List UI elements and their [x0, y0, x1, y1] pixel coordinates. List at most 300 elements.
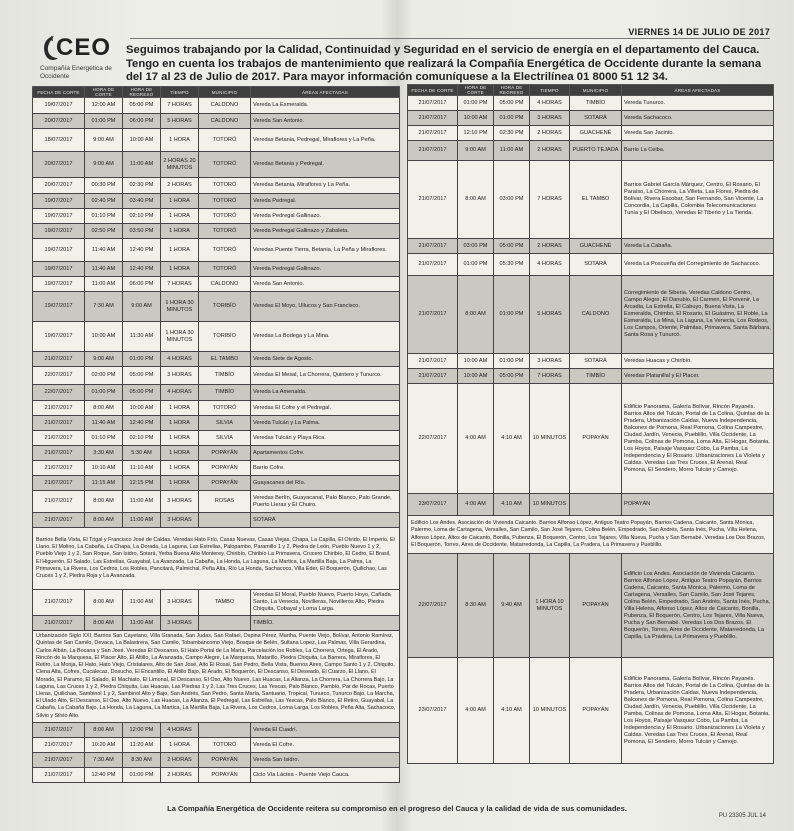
affected-areas: Barrio La Ceiba. — [622, 141, 774, 161]
cut-duration: 7 HORAS — [530, 161, 570, 239]
cut-start: 9:00 AM — [85, 352, 123, 367]
affected-areas: Vereda Pedregal Gallinazo. — [251, 209, 400, 224]
cut-duration: 1 HORA — [161, 262, 199, 277]
dateline-rule — [130, 38, 770, 39]
cut-date: 21/07/2017 — [33, 416, 85, 431]
cut-duration: 4 HORAS — [530, 254, 570, 276]
dateline: VIERNES 14 DE JULIO DE 2017 — [628, 27, 770, 37]
cut-end: 11:30 AM — [123, 322, 161, 352]
cut-end: 05:00 PM — [494, 239, 530, 254]
municipality: POPAYÁN — [199, 446, 251, 461]
municipality: SOTARÁ — [570, 111, 622, 126]
municipality: TOTORÓ — [199, 262, 251, 277]
municipality: SILVIA — [199, 416, 251, 431]
column-header: HORA DE REGRESO — [123, 87, 161, 98]
cut-end: 11:00 AM — [123, 491, 161, 513]
affected-areas: Vereda San Antonio. — [251, 114, 400, 129]
municipality: CALDONO — [199, 98, 251, 114]
cut-date: 21/07/2017 — [33, 446, 85, 461]
cut-end: 9:40 AM — [494, 554, 530, 658]
cut-duration: 5 HORAS — [161, 114, 199, 129]
cut-start: 02:40 PM — [85, 194, 123, 209]
column-header: MUNICIPIO — [199, 87, 251, 98]
municipality: EL TAMBO — [570, 161, 622, 239]
table-row — [408, 658, 774, 764]
cut-start: 8:00 AM — [85, 513, 123, 528]
cut-date: 19/07/2017 — [33, 277, 85, 292]
cut-end: 02:10 PM — [123, 209, 161, 224]
left-column — [32, 86, 400, 783]
cut-start: 03:00 PM — [458, 239, 494, 254]
cut-date: 21/07/2017 — [33, 616, 85, 631]
cut-end: 12:40 PM — [123, 262, 161, 277]
cut-duration: 2 HORAS — [161, 753, 199, 768]
cut-start: 3:30 AM — [85, 446, 123, 461]
cut-duration: 3 HORAS — [530, 111, 570, 126]
table-row — [33, 98, 400, 114]
municipality: POPAYÁN — [570, 658, 622, 764]
municipality: TOTORÓ — [199, 194, 251, 209]
municipality: PUERTO TEJADA — [570, 141, 622, 161]
municipality: EL TAMBO — [199, 352, 251, 367]
cut-date: 18/07/2017 — [33, 129, 85, 152]
left-table-body — [33, 98, 400, 783]
cut-start: 02:00 PM — [85, 367, 123, 385]
cut-end: 05:30 PM — [494, 254, 530, 276]
footer-text: La Compañía Energética de Occidente reitera su compromiso en el progreso del Cauca y la calidad de vida de sus comunidades. — [167, 804, 627, 813]
cut-start: 8:00 AM — [85, 401, 123, 416]
cut-end: 12:40 PM — [123, 239, 161, 262]
cut-start: 10:00 AM — [458, 369, 494, 384]
table-row — [33, 194, 400, 209]
table-row — [408, 516, 774, 554]
municipality: TOTORÓ — [199, 224, 251, 239]
cut-duration: 5 HORAS — [530, 276, 570, 354]
affected-areas: Corregimiento de Siberia. Veredas Caldono Centro, Campo Alegre, El Danubio, El Carmen, El Porvenir, La Arcadia, La Estrella, El Cabuyo, Buena Vista, La Esmeralda, Chimbo, El Rosario, El Guásimo, El Roble, La Esmeralda, La Mina, La Laguna, La Venecia, Los Rodeos, Los Campos, Oriente, Palmitas, Primavera, Santa Bárbara, Santa Rosa y Tunurcó. — [622, 276, 774, 354]
cut-duration: 1 HORA — [161, 194, 199, 209]
cut-date: 23/07/2017 — [408, 494, 458, 516]
table-row — [33, 753, 400, 768]
ceo-logo — [38, 32, 118, 84]
cut-date: 21/07/2017 — [408, 354, 458, 369]
affected-areas: Veredas Berlín, Guayacanal, Palo Blanco, Palo Grande, Puerto Lleras y El Chuiro. — [251, 491, 400, 513]
affected-areas: Vereda Tulcán y La Palma. — [251, 416, 400, 431]
affected-areas: Veredas El Moral, Pueblo Nuevo, Puerto Hoyo, Cañada Santo, La Venecia, Novilleras, Novilleros Alto, Piedra Chiquita, Cobayal y Loma Larga. — [251, 590, 400, 616]
cut-start: 9:00 AM — [85, 152, 123, 178]
cut-duration: 1 HORA — [161, 461, 199, 476]
municipality: TOTORÓ — [199, 401, 251, 416]
affected-areas: Vereda El Cofre. — [251, 738, 400, 753]
cut-duration: 2 HORAS — [530, 239, 570, 254]
cut-duration: 3 HORAS — [161, 616, 199, 631]
column-header: TIEMPO — [530, 85, 570, 96]
municipality: SOTARÁ — [570, 254, 622, 276]
right-table-body — [408, 96, 774, 764]
cut-end: 02:10 PM — [123, 431, 161, 446]
column-header: ÁREAS AFECTADAS — [251, 87, 400, 98]
cut-duration: 3 HORAS — [161, 367, 199, 385]
municipality: CALDONO — [199, 114, 251, 129]
cut-duration: 4 HORAS — [161, 385, 199, 401]
table-row — [33, 152, 400, 178]
cut-date: 22/07/2017 — [33, 367, 85, 385]
cut-start: 9:00 AM — [458, 141, 494, 161]
cut-end: 12:40 PM — [123, 416, 161, 431]
table-row — [33, 768, 400, 783]
affected-areas: Guayacanes del Río. — [251, 476, 400, 491]
cut-end: 4:10 AM — [494, 658, 530, 764]
cut-duration: 4 HORAS — [530, 96, 570, 111]
municipality: TOTORÓ — [199, 129, 251, 152]
table-row — [33, 461, 400, 476]
cut-start: 12:10 PM — [458, 126, 494, 141]
cut-start: 8:00 AM — [85, 616, 123, 631]
table-row — [408, 276, 774, 354]
cut-start: 8:30 AM — [458, 554, 494, 658]
column-header: MUNICIPIO — [570, 85, 622, 96]
cut-start: 4:00 AM — [458, 494, 494, 516]
affected-areas: Veredas El Moyo, Ullucos y San Francisco. — [251, 292, 400, 322]
cut-end: 01:00 PM — [494, 111, 530, 126]
affected-areas: Vereda San Jacinto. — [622, 126, 774, 141]
table-row — [33, 209, 400, 224]
cut-duration: 1 HORA 30 MINUTOS — [161, 292, 199, 322]
cut-start: 12:40 PM — [85, 768, 123, 783]
cut-date: 21/07/2017 — [33, 352, 85, 367]
table-header — [33, 87, 400, 98]
affected-areas: Vereda El Cuadrí. — [251, 723, 400, 738]
municipality: GUACHENÉ — [570, 239, 622, 254]
table-row — [33, 385, 400, 401]
municipality: TAMBO — [199, 590, 251, 616]
municipality: CALDONO — [570, 276, 622, 354]
cut-date: 21/07/2017 — [33, 491, 85, 513]
cut-date: 19/07/2017 — [33, 239, 85, 262]
cut-end: 03:40 PM — [123, 194, 161, 209]
table-row — [33, 277, 400, 292]
cut-duration: 10 MINUTOS — [530, 658, 570, 764]
table-row — [33, 513, 400, 528]
affected-areas: Veredas El Mesal, La Chorrera, Quintero y Tunurco. — [251, 367, 400, 385]
cut-end: 11:10 AM — [123, 461, 161, 476]
table-row — [408, 239, 774, 254]
cut-start: 01:00 PM — [458, 96, 494, 111]
cut-duration: 2 HORAS — [161, 178, 199, 194]
column-header: HORA DE REGRESO — [494, 85, 530, 96]
affected-areas: SOTARÁ — [251, 513, 400, 528]
municipality: POPAYÁN — [199, 753, 251, 768]
cut-end: 02:30 PM — [494, 126, 530, 141]
cut-start: 01:00 PM — [458, 254, 494, 276]
cut-start: 7:30 AM — [85, 292, 123, 322]
column-header: TIEMPO — [161, 87, 199, 98]
cut-end: 01:00 PM — [494, 354, 530, 369]
cut-duration: 7 HORAS — [161, 98, 199, 114]
municipality: ROSAS — [199, 491, 251, 513]
table-row — [33, 476, 400, 491]
municipality: POPAYÁN — [199, 768, 251, 783]
cut-date: 21/07/2017 — [33, 513, 85, 528]
municipality: POPAYÁN — [570, 384, 622, 494]
affected-areas: Veredas Huacas y Chiribío. — [622, 354, 774, 369]
table-row — [33, 367, 400, 385]
cut-end: 06:00 PM — [123, 277, 161, 292]
affected-areas: Ciclo Vía Láctea - Puente Viejo Cauca. — [251, 768, 400, 783]
cut-end: 12:00 PM — [123, 723, 161, 738]
left-table — [32, 86, 400, 783]
municipality: POPAYÁN — [199, 476, 251, 491]
affected-areas: Veredas Betania, Pedregal, Miraflores y La Peña. — [251, 129, 400, 152]
affected-areas: Veredas La Bodega y La Mina. — [251, 322, 400, 352]
affected-areas: Vereda San Isidro. — [251, 753, 400, 768]
cut-duration: 3 HORAS — [161, 491, 199, 513]
cut-duration: 4 HORAS — [161, 723, 199, 738]
table-row — [33, 322, 400, 352]
municipality: GUACHENÉ — [570, 126, 622, 141]
cut-start: 4:00 AM — [458, 384, 494, 494]
cut-start: 11:40 AM — [85, 262, 123, 277]
column-header: FECHA DE CORTE — [33, 87, 85, 98]
table-row — [33, 262, 400, 277]
cut-duration: 1 HORA 10 MINUTOS — [530, 554, 570, 658]
affected-areas: POPAYÁN — [622, 494, 774, 516]
cut-start: 11:15 AM — [85, 476, 123, 491]
cut-date: 21/07/2017 — [33, 738, 85, 753]
cut-duration: 4 HORAS — [161, 352, 199, 367]
table-row — [408, 554, 774, 658]
municipality: SOTARÁ — [570, 354, 622, 369]
cut-start: 12:00 AM — [85, 98, 123, 114]
cut-end: 11:00 AM — [494, 141, 530, 161]
right-column — [407, 84, 774, 764]
table-row — [33, 590, 400, 616]
cut-start: 10:00 AM — [458, 354, 494, 369]
cut-end: 01:00 PM — [123, 768, 161, 783]
affected-areas: Vereda San Antonio. — [251, 277, 400, 292]
cut-end: 11:00 AM — [123, 513, 161, 528]
headline: Seguimos trabajando por la Calidad, Continuidad y Seguridad en el servicio de energía en el departamento del Cauca. Tengo en cuenta los trabajos de mantenimiento que realizará la Compañía Energética de Occidente durante la semana del 17 al 23 de Julio de 2017. Para mayor información comuníquese a la Electrilínea 01 8000 51 12 34. — [126, 44, 762, 83]
cut-start: 00:30 PM — [85, 178, 123, 194]
table-row — [408, 161, 774, 239]
cut-start: 10:20 AM — [85, 738, 123, 753]
cut-end: 11:00 AM — [123, 590, 161, 616]
cut-date: 21/07/2017 — [33, 461, 85, 476]
cut-duration: 3 HORAS — [161, 513, 199, 528]
affected-areas: Veredas Puente Tierra, Betania, La Peña y Miraflores. — [251, 239, 400, 262]
cut-date: 22/07/2017 — [408, 384, 458, 494]
table-row — [33, 446, 400, 461]
municipality: TIMBÍO — [570, 96, 622, 111]
cut-date: 21/07/2017 — [33, 431, 85, 446]
cut-start: 7:30 AM — [85, 753, 123, 768]
cut-date: 20/07/2017 — [33, 114, 85, 129]
affected-areas-block: Barrios Bella Vista, El Trigal y Francisco José de Caldas. Veredas Hato Frío, Casas Nuevas, Casas Viejas, Chapa, La Capilla, El Olvido, El Imperio, El Llano, El Molino, La Cabaña, La Chapa, La Dorada, La Laguna, Las Estrellas, Palopambo, Paramillo 1 y 2, Piedra de León, Pueblo Nuevo 1 y 2, Pueblo Viejo 1 y 2, San Roque, San Isidro, Sotará, Yerba Buena Alto Monterey, Chiribío, Chiribío La Primavera, Crucero Chiribío, El Cedro, El Brasil, El Higuerón, El Salado, Las Estrellas, Guayabal, La Avanzada, La Cabaña, La Honda, La Laguna, La Martica, La Martilla Baja, La Palma, La Primavera, La Rivera, Los Cedros, Los Robles, Pancitará, Palmichal, Peña Alta, Río La Honda, Sachacoco, Villa Eder, El Boquerón, Quilichao, Las Cruces 1 y 2, Piedra Roja y La Avanzada. — [33, 528, 400, 590]
table-row — [33, 528, 400, 590]
table-row — [33, 114, 400, 129]
affected-areas: Edificio Panorama, Galería Bolívar, Rincón Payanés. Barrios Altos del Tulcán, Portal de La Colina, Quintas de la Pradera, Urbanización Caldas, Nueva Independencia, Balcones de Pomona, Real Pomona, Colina Campestre, Ciudad Jardín, Venecia, Pueblillo, Villa Occidente, La Pamba, Colinas de Pomona, Loma Alta, El Hogar, Botania, Los Hoyos, Paisaje Vasquez Cobo, La Pamba, La Independencia y El Rosario. Urbanizaciones La Violeta y Caldas. Veredas Las Tres Cruces, El Arenal, Real Pomona, El Sendero, Morro Tulcán y Camojo. — [622, 384, 774, 494]
affected-areas: Veredas Betania y Pedregal. — [251, 152, 400, 178]
cut-duration: 1 HORA — [161, 209, 199, 224]
municipality: TOTORÓ — [199, 178, 251, 194]
cut-date: 19/07/2017 — [33, 98, 85, 114]
cut-end: 05:00 PM — [494, 96, 530, 111]
table-row — [33, 129, 400, 152]
cut-date: 19/07/2017 — [33, 292, 85, 322]
cut-end: 02:30 PM — [123, 178, 161, 194]
cut-end: 06:00 PM — [123, 114, 161, 129]
cut-end: 4:10 AM — [494, 494, 530, 516]
cut-start: 10:00 AM — [85, 322, 123, 352]
cut-start: 01:10 PM — [85, 431, 123, 446]
cut-start: 11:40 AM — [85, 416, 123, 431]
cut-date: 19/07/2017 — [33, 262, 85, 277]
affected-areas: Veredas Platanillal y El Placer. — [622, 369, 774, 384]
table-row — [33, 491, 400, 513]
cut-date: 21/07/2017 — [408, 141, 458, 161]
table-row — [408, 141, 774, 161]
column-header: HORA DE CORTE — [85, 87, 123, 98]
municipality: TOTORÓ — [199, 738, 251, 753]
cut-duration: 1 HORA — [161, 224, 199, 239]
cut-date: 19/07/2017 — [33, 322, 85, 352]
cut-end: 03:50 PM — [123, 224, 161, 239]
municipality: TORIBÍO — [199, 292, 251, 322]
affected-areas: Veredas El Cofre y el Pedregal. — [251, 401, 400, 416]
cut-duration: 1 HORA 30 MINUTOS — [161, 322, 199, 352]
cut-end: 10:00 AM — [123, 401, 161, 416]
cut-date: 21/07/2017 — [408, 111, 458, 126]
cut-date: 21/07/2017 — [33, 768, 85, 783]
cut-start: 10:10 AM — [85, 461, 123, 476]
table-row — [408, 96, 774, 111]
cut-date: 21/07/2017 — [408, 254, 458, 276]
cut-start: 8:00 AM — [85, 491, 123, 513]
cut-start: 8:00 AM — [458, 161, 494, 239]
affected-areas: Vereda Sachacoco. — [622, 111, 774, 126]
cut-end: 01:00 PM — [123, 352, 161, 367]
municipality: TIMBÍO — [199, 385, 251, 401]
table-row — [408, 369, 774, 384]
affected-areas: Vereda La Esmeralda. — [251, 98, 400, 114]
municipality — [199, 616, 251, 631]
logo-text: CEO — [56, 34, 112, 61]
cut-date: 22/07/2017 — [33, 385, 85, 401]
affected-areas: Vereda Siete de Agosto. — [251, 352, 400, 367]
affected-areas: Edificio Panorama, Galería Bolívar, Rincón Payanés. Barrios Altos del Tulcán, Portal de La Colina, Quintas de la Pradera, Urbanización Caldas, Nueva Independencia, Balcones de Pomona, Real Pomona, Colina Campestre, Ciudad Jardín, Venecia, Pueblillo, Villa Occidente, La Pamba, Colinas de Pomona, Loma Alta, El Hogar, Botania, Los Hoyos, Paisaje Vasquez Cobo, La Pamba, La Independencia y El Rosario. Urbanizaciones La Violeta y Caldas. Veredas Las Tres Cruces, El Arenal, Real Pomona, El Sendero, Morro Tulcán y Camojo. — [622, 658, 774, 764]
table-row — [408, 254, 774, 276]
cut-date: 21/07/2017 — [33, 590, 85, 616]
affected-areas-block: Edificio Los Andes. Asociación de Vivienda Caicanto. Barrios Alfonso López, Antiguo Teatro Popayán, Barrios Cadena, Caicanto, Santa Mónica, Palermo, Loma de Cartagena, Versalles, San Camilo, San José Tejares, Colina Belén, Empedrado, San Andrés, Santa Inés, Pucha, Villa Helena, Alfonso López, Altos de Caicanto, Bonilla, Pubenza, El Boquerón, Centro, Los Tejares, Villa Nueva, Pucha y San Bernabé. Veredas Los Dos Brazos, El Boquerón, Torres, Aires de Occidente, Matarredonda, La Capilla, La Pradera, La Primavera y Pueblillo. — [408, 516, 774, 554]
cut-duration: 1 HORA — [161, 431, 199, 446]
cut-start: 9:00 AM — [85, 129, 123, 152]
cut-start: 10:00 AM — [458, 111, 494, 126]
cut-date: 21/07/2017 — [408, 161, 458, 239]
municipality: POPAYÁN — [570, 554, 622, 658]
cut-end: 11:20 AM — [123, 738, 161, 753]
table-row — [408, 354, 774, 369]
municipality: TORIBÍO — [199, 322, 251, 352]
cut-duration: 2 HORAS 20 MINUTOS — [161, 152, 199, 178]
table-row — [33, 738, 400, 753]
cut-date: 23/07/2017 — [408, 658, 458, 764]
cut-duration: 1 HORA — [161, 738, 199, 753]
table-row — [33, 292, 400, 322]
cut-date: 21/07/2017 — [33, 753, 85, 768]
cut-duration: 10 MINUTOS — [530, 384, 570, 494]
municipality: POPAYÁN — [199, 461, 251, 476]
table-row — [33, 431, 400, 446]
column-header: ÁREAS AFECTADAS — [622, 85, 774, 96]
municipality — [570, 494, 622, 516]
column-header: HORA DE CORTE — [458, 85, 494, 96]
cut-duration: 3 HORAS — [530, 354, 570, 369]
cut-end: 10:00 AM — [123, 129, 161, 152]
municipality — [199, 723, 251, 738]
cut-duration: 7 HORAS — [530, 369, 570, 384]
cut-duration: 1 HORA — [161, 446, 199, 461]
table-row — [408, 494, 774, 516]
table-row — [33, 416, 400, 431]
table-header — [408, 85, 774, 96]
cut-end: 05:00 PM — [123, 367, 161, 385]
cut-date: 21/07/2017 — [408, 239, 458, 254]
column-header: FECHA DE CORTE — [408, 85, 458, 96]
cut-date: 21/07/2017 — [408, 276, 458, 354]
cut-duration: 1 HORA — [161, 476, 199, 491]
municipality: TOTORÓ — [199, 209, 251, 224]
affected-areas: Vereda Pedregal Gallinazo y Zabaleta. — [251, 224, 400, 239]
table-row — [33, 239, 400, 262]
cut-duration: 10 MINUTOS — [530, 494, 570, 516]
affected-areas: Barrio Cofre. — [251, 461, 400, 476]
cut-duration: 1 HORA — [161, 239, 199, 262]
cut-date: 21/07/2017 — [408, 369, 458, 384]
cut-date: 21/07/2017 — [33, 401, 85, 416]
table-row — [408, 126, 774, 141]
cut-duration: 1 HORA — [161, 129, 199, 152]
affected-areas: Vereda Pedregal. — [251, 194, 400, 209]
cut-start: 01:00 PM — [85, 385, 123, 401]
cut-end: 01:00 PM — [494, 276, 530, 354]
affected-areas: Veredas Betania, Miraflores y La Peña. — [251, 178, 400, 194]
ad-code: PU 23305 JUL 14 — [718, 813, 766, 819]
cut-date: 21/07/2017 — [408, 96, 458, 111]
municipality — [199, 513, 251, 528]
cut-end: 11:00 AM — [123, 152, 161, 178]
cut-duration: 2 HORAS — [530, 126, 570, 141]
logo-subtitle: Compañía Energética de Occidente — [40, 65, 112, 80]
municipality: TOTORÓ — [199, 239, 251, 262]
cut-duration: 7 HORAS — [161, 277, 199, 292]
table-row — [408, 111, 774, 126]
municipality: TIMBÍO — [199, 367, 251, 385]
affected-areas: Vereda La Poscueña del Corregimiento de Sachacoco. — [622, 254, 774, 276]
cut-start: 8:00 AM — [85, 590, 123, 616]
table-row — [33, 723, 400, 738]
cut-start: 01:00 PM — [85, 114, 123, 129]
cut-date: 20/07/2017 — [33, 178, 85, 194]
cut-date: 22/07/2017 — [408, 554, 458, 658]
cut-duration: 1 HORA — [161, 401, 199, 416]
municipality: TIMBÍO — [570, 369, 622, 384]
affected-areas: Vereda La Cabaña. — [622, 239, 774, 254]
table-row — [408, 384, 774, 494]
municipality: CALDONO — [199, 277, 251, 292]
cut-date: 21/07/2017 — [33, 476, 85, 491]
cut-date: 21/07/2017 — [408, 126, 458, 141]
municipality: TOTORÓ — [199, 152, 251, 178]
cut-start: 01:10 PM — [85, 209, 123, 224]
